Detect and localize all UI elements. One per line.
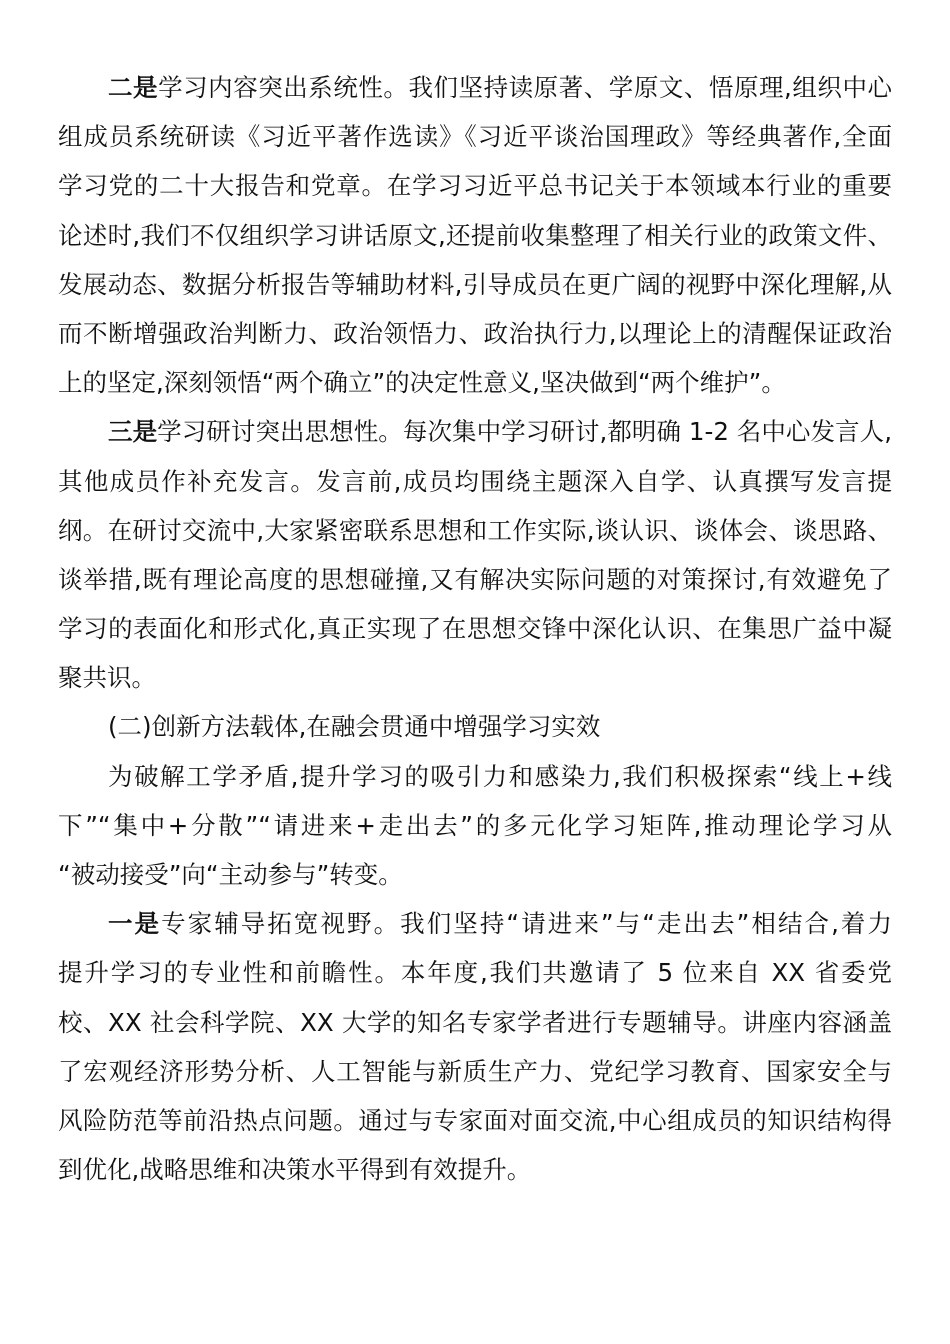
text-line: 学习党的二十大报告和党章。在学习习近平总书记关于本领域本行业的重要	[58, 171, 892, 201]
paragraph-system-learning	[58, 68, 892, 412]
text-line: 纲。在研讨交流中,大家紧密联系思想和工作实际,谈认识、谈体会、谈思路、	[58, 515, 892, 545]
paragraph-thought-discussion	[58, 412, 892, 707]
text-line: 为破解工学矛盾,提升学习的吸引力和感染力,我们积极探索“线上+线	[108, 761, 892, 791]
text-line: 下”“集中+分散”“请进来+走出去”的多元化学习矩阵,推动理论学习从	[58, 810, 892, 840]
paragraph-lead: 三是	[108, 417, 158, 447]
text-line: 而不断增强政治判断力、政治领悟力、政治执行力,以理论上的清醒保证政治	[58, 318, 892, 348]
text-line: 到优化,战略思维和决策水平得到有效提升。	[58, 1155, 532, 1185]
text-line: 上的坚定,深刻领悟“两个确立”的决定性意义,坚决做到“两个维护”。	[58, 368, 786, 398]
text-line: 谈举措,既有理论高度的思想碰撞,又有解决实际问题的对策探讨,有效避免了	[58, 564, 892, 594]
text-line: 其他成员作补充发言。发言前,成员均围绕主题深入自学、认真撰写发言提	[58, 466, 892, 496]
document-page	[58, 68, 892, 1199]
text-line: 组成员系统研读《习近平著作选读》《习近平谈治国理政》等经典著作,全面	[58, 122, 892, 152]
text-line: 一是专家辅导拓宽视野。我们坚持“请进来”与“走出去”相结合,着力	[108, 909, 892, 939]
paragraph-expert-guidance	[58, 904, 892, 1199]
paragraph-lead: 二是	[108, 73, 159, 102]
text-line: 校、XX 社会科学院、XX 大学的知名专家学者进行专题辅导。讲座内容涵盖	[58, 1007, 892, 1037]
text-line: “被动接受”向“主动参与”转变。	[58, 860, 403, 889]
text-line: 聚共识。	[58, 663, 156, 693]
text-line: 学习的表面化和形式化,真正实现了在思想交锋中深化认识、在集思广益中凝	[58, 614, 892, 644]
section-heading-text: (二)创新方法载体,在融会贯通中增强学习实效	[108, 712, 601, 742]
section-heading	[58, 707, 892, 756]
text-line: 风险防范等前沿热点问题。通过与专家面对面交流,中心组成员的知识结构得	[58, 1105, 892, 1135]
text-line: 三是学习研讨突出思想性。每次集中学习研讨,都明确 1-2 名中心发言人,	[108, 417, 893, 447]
text-line: 论述时,我们不仅组织学习讲话原文,还提前收集整理了相关行业的政策文件、	[58, 220, 892, 250]
paragraph-method-intro	[58, 757, 892, 905]
text-line: 了宏观经济形势分析、人工智能与新质生产力、党纪学习教育、国家安全与	[58, 1056, 892, 1086]
text-line: 提升学习的专业性和前瞻性。本年度,我们共邀请了 5 位来自 XX 省委党	[58, 958, 892, 988]
paragraph-lead: 一是	[108, 909, 162, 939]
text-line: 发展动态、数据分析报告等辅助材料,引导成员在更广阔的视野中深化理解,从	[58, 269, 892, 299]
text-line: 二是学习内容突出系统性。我们坚持读原著、学原文、悟原理,组织中心	[108, 73, 892, 102]
